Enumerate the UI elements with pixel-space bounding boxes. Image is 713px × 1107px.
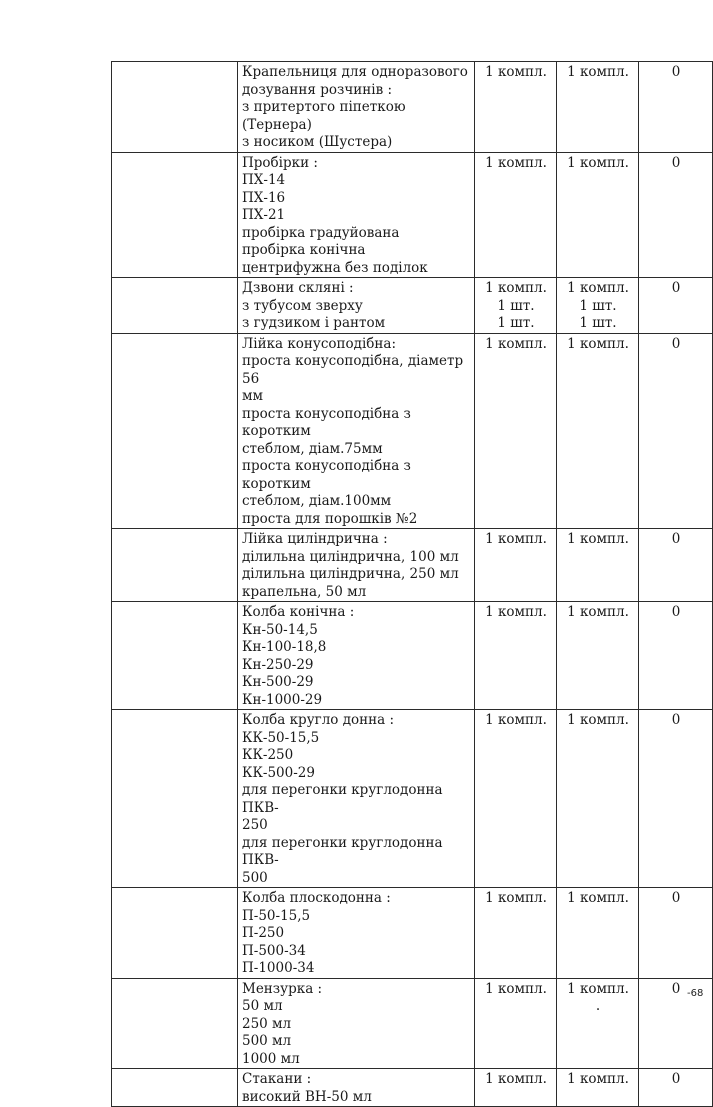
cell-text-line: 1 компл. bbox=[485, 890, 547, 906]
shortage-cell bbox=[639, 710, 713, 888]
available-qty-cell bbox=[557, 62, 639, 153]
shortage-cell bbox=[639, 278, 713, 334]
cell-text-line: 1000 мл bbox=[242, 1050, 300, 1067]
cell-text-line: з тубусом зверху bbox=[242, 297, 363, 314]
cell-text-line: пробірка конічна bbox=[242, 242, 366, 258]
row-number-cell bbox=[112, 278, 238, 334]
cell-text-line: Кн-50-14,5 bbox=[242, 621, 318, 638]
cell-text-line: проста конусоподібна з коротким bbox=[242, 405, 416, 439]
cell-text-line: 1 компл. bbox=[567, 980, 629, 997]
available-qty-cell bbox=[557, 978, 639, 1069]
cell-text-line: 1 компл. bbox=[485, 712, 547, 728]
cell-text-line: 1 компл. bbox=[485, 604, 547, 620]
cell-text-line: Дзвони скляні : bbox=[242, 280, 354, 296]
available-qty-cell bbox=[557, 710, 639, 888]
cell-text-line: 500 мл bbox=[242, 1033, 292, 1049]
cell-text-line: 0 bbox=[671, 712, 681, 728]
cell-text-line: Лійка циліндрична : bbox=[242, 531, 388, 547]
shortage-cell bbox=[639, 888, 713, 979]
cell-text-line: ПХ-21 bbox=[242, 207, 286, 223]
item-name-cell bbox=[238, 888, 475, 979]
cell-text-line: крапельна, 50 мл bbox=[242, 583, 367, 600]
cell-text-line: 1 компл. bbox=[485, 154, 547, 171]
cell-text-line: Пробірки : bbox=[242, 154, 318, 171]
cell-text-line: 1 компл. bbox=[567, 604, 629, 620]
cell-text-line: 500 bbox=[242, 869, 268, 886]
cell-text-line: 0 bbox=[671, 64, 681, 80]
row-number-cell bbox=[112, 1069, 238, 1107]
row-number-cell bbox=[112, 978, 238, 1069]
cell-text-line: стеблом, діам.75мм bbox=[242, 440, 383, 457]
cell-text-line: високий ВН-50 мл bbox=[242, 1088, 372, 1105]
cell-text-line: 1 компл. bbox=[567, 531, 629, 547]
available-qty-cell bbox=[557, 602, 639, 710]
required-qty-cell bbox=[475, 333, 557, 529]
item-name-cell bbox=[238, 62, 475, 153]
cell-text-line: для перегонки круглодонна ПКВ- bbox=[242, 834, 447, 868]
cell-text-line: 0 bbox=[671, 335, 681, 352]
cell-text-line: 1 компл. bbox=[567, 335, 629, 352]
available-qty-cell bbox=[557, 278, 639, 334]
cell-text-line: Колба плоскодонна : bbox=[242, 890, 391, 906]
row-number-cell bbox=[112, 710, 238, 888]
cell-text-line: Колба кругло донна : bbox=[242, 712, 395, 728]
cell-text-line: з гудзиком і рантом bbox=[242, 315, 386, 331]
cell-text-line: 250 мл bbox=[242, 1015, 292, 1032]
shortage-cell bbox=[639, 62, 713, 153]
required-qty-cell bbox=[475, 602, 557, 710]
shortage-cell bbox=[639, 602, 713, 710]
item-name-cell bbox=[238, 978, 475, 1069]
item-name-cell bbox=[238, 529, 475, 602]
cell-text-line: Крапельниця для одноразового bbox=[242, 64, 468, 80]
cell-text-line: 1 компл. bbox=[485, 531, 547, 547]
cell-text-line: П-50-15,5 bbox=[242, 907, 311, 924]
cell-text-line: Кн-100-18,8 bbox=[242, 639, 327, 655]
table-row bbox=[112, 333, 713, 529]
cell-text-line: КК-50-15,5 bbox=[242, 729, 320, 746]
cell-text-line: ділильна циліндрична, 250 мл bbox=[242, 566, 459, 582]
row-number-cell bbox=[112, 888, 238, 979]
page-number: -68 bbox=[687, 988, 704, 999]
table-row bbox=[112, 888, 713, 979]
table-row bbox=[112, 978, 713, 1069]
cell-text-line: 1 компл. bbox=[567, 890, 629, 906]
cell-text-line: 1 шт. bbox=[579, 297, 617, 314]
item-name-cell bbox=[238, 602, 475, 710]
cell-text-line: для перегонки круглодонна ПКВ- bbox=[242, 782, 447, 816]
item-name-cell bbox=[238, 1069, 475, 1107]
row-number-cell bbox=[112, 602, 238, 710]
cell-text-line: пробірка градуйована bbox=[242, 224, 400, 241]
cell-text-line: 1 компл. bbox=[485, 1071, 547, 1087]
cell-text-line: ПХ-16 bbox=[242, 189, 286, 206]
cell-text-line: 1 шт. bbox=[579, 315, 617, 331]
cell-text-line: ПХ-14 bbox=[242, 172, 286, 188]
available-qty-cell bbox=[557, 152, 639, 278]
available-qty-cell bbox=[557, 1069, 639, 1107]
required-qty-cell bbox=[475, 888, 557, 979]
cell-text-line: проста конусоподібна з коротким bbox=[242, 458, 416, 492]
cell-text-line: з носиком (Шустера) bbox=[242, 134, 393, 150]
row-number-cell bbox=[112, 529, 238, 602]
cell-text-line: Кн-1000-29 bbox=[242, 691, 323, 708]
shortage-cell bbox=[639, 529, 713, 602]
cell-text-line: П-1000-34 bbox=[242, 960, 315, 976]
cell-text-line: 0 bbox=[671, 280, 681, 296]
cell-text-line: 0 bbox=[671, 604, 681, 620]
cell-text-line: 1 шт. bbox=[497, 297, 535, 314]
item-name-cell bbox=[238, 152, 475, 278]
cell-text-line: 1 шт. bbox=[497, 315, 535, 331]
cell-text-line: КК-500-29 bbox=[242, 764, 315, 781]
required-qty-cell bbox=[475, 710, 557, 888]
shortage-cell bbox=[639, 152, 713, 278]
cell-text-line: проста для порошків №2 bbox=[242, 510, 418, 527]
cell-text-line: 1 компл. bbox=[567, 280, 629, 296]
cell-text-line: 1 компл. bbox=[567, 64, 629, 80]
required-qty-cell bbox=[475, 278, 557, 334]
cell-text-line: проста конусоподібна, діаметр 56 bbox=[242, 353, 468, 387]
cell-text-line: П-500-34 bbox=[242, 942, 306, 959]
cell-text-line: стеблом, діам.100мм bbox=[242, 493, 392, 509]
cell-text-line: центрифужна без поділок bbox=[242, 259, 428, 276]
cell-text-line: Лійка конусоподібна: bbox=[242, 335, 397, 352]
cell-text-line: Колба конічна : bbox=[242, 604, 355, 620]
shortage-cell bbox=[639, 333, 713, 529]
cell-text-line: мм bbox=[242, 388, 264, 404]
table-row bbox=[112, 529, 713, 602]
cell-text-line: 250 bbox=[242, 817, 268, 833]
available-qty-cell bbox=[557, 529, 639, 602]
available-qty-cell bbox=[557, 888, 639, 979]
equipment-table bbox=[111, 61, 713, 1107]
required-qty-cell bbox=[475, 1069, 557, 1107]
required-qty-cell bbox=[475, 62, 557, 153]
item-name-cell bbox=[238, 278, 475, 334]
cell-text-line: 1 компл. bbox=[567, 154, 629, 171]
table-row bbox=[112, 1069, 713, 1107]
row-number-cell bbox=[112, 333, 238, 529]
cell-text-line: Мензурка : bbox=[242, 980, 323, 997]
row-number-cell bbox=[112, 62, 238, 153]
required-qty-cell bbox=[475, 152, 557, 278]
cell-text-line: Стакани : bbox=[242, 1071, 312, 1087]
cell-text-line: . bbox=[595, 998, 601, 1014]
cell-text-line: 1 компл. bbox=[567, 712, 629, 728]
cell-text-line: 0 bbox=[671, 531, 681, 547]
cell-text-line: 50 мл bbox=[242, 998, 283, 1014]
cell-text-line: Кн-250-29 bbox=[242, 656, 314, 673]
cell-text-line: ділильна циліндрична, 100 мл bbox=[242, 548, 459, 565]
table-row bbox=[112, 278, 713, 334]
item-name-cell bbox=[238, 710, 475, 888]
table-row bbox=[112, 710, 713, 888]
cell-text-line: з притертого піпеткою (Тернера) bbox=[242, 99, 410, 133]
cell-text-line: Кн-500-29 bbox=[242, 674, 314, 690]
cell-text-line: 0 bbox=[671, 890, 681, 906]
shortage-cell bbox=[639, 1069, 713, 1107]
cell-text-line: 1 компл. bbox=[485, 64, 547, 80]
equipment-table-body bbox=[112, 62, 713, 1107]
cell-text-line: 0 bbox=[671, 1071, 681, 1087]
table-row bbox=[112, 62, 713, 153]
cell-text-line: 1 компл. bbox=[485, 980, 547, 997]
required-qty-cell bbox=[475, 529, 557, 602]
cell-text-line: 0 bbox=[671, 980, 681, 997]
table-row bbox=[112, 152, 713, 278]
cell-text-line: П-250 bbox=[242, 925, 285, 941]
cell-text-line: дозування розчинів : bbox=[242, 81, 393, 98]
cell-text-line: 1 компл. bbox=[567, 1071, 629, 1087]
table-row bbox=[112, 602, 713, 710]
row-number-cell bbox=[112, 152, 238, 278]
cell-text-line: 0 bbox=[671, 154, 681, 171]
cell-text-line: 1 компл. bbox=[485, 335, 547, 352]
cell-text-line: КК-250 bbox=[242, 747, 294, 763]
item-name-cell bbox=[238, 333, 475, 529]
available-qty-cell bbox=[557, 333, 639, 529]
required-qty-cell bbox=[475, 978, 557, 1069]
cell-text-line: 1 компл. bbox=[485, 280, 547, 296]
